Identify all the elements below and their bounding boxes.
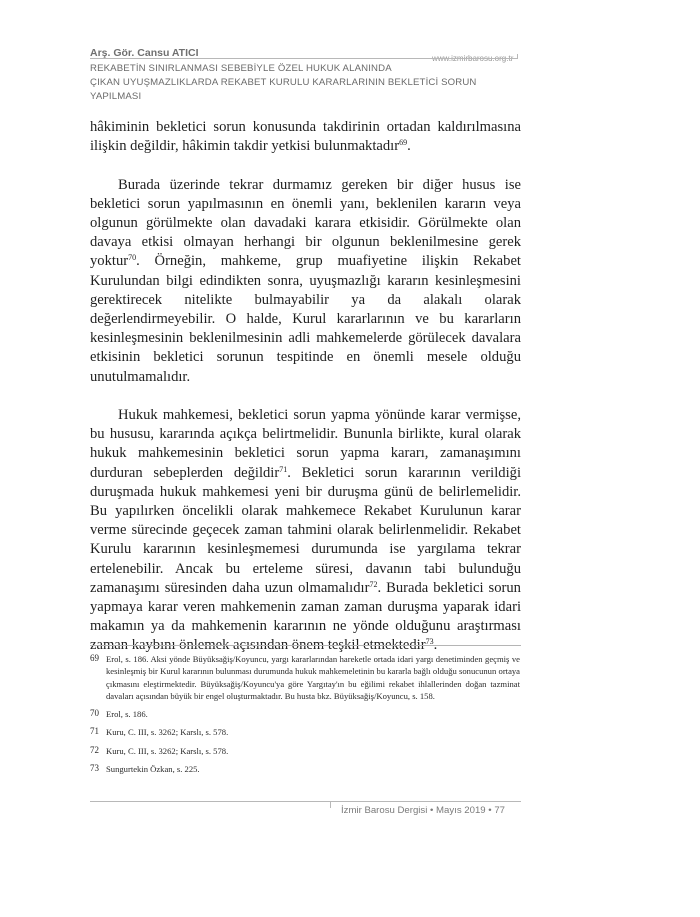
footnote-number: 70 xyxy=(90,708,99,719)
header-author: Arş. Gör. Cansu ATICI xyxy=(90,47,199,59)
footnote-number: 69 xyxy=(90,653,99,663)
header-url[interactable]: www.izmirbarosu.org.tr xyxy=(432,54,514,63)
running-title-line: YAPILMASI xyxy=(90,91,142,102)
footnote xyxy=(90,708,520,720)
paragraph-text: . Bekletici sorun kararının verildiği duruşmada hukuk mahkemesi yeni bir duruşma günü de belirlemelidir. Bu yapılırken öncelikli olarak mahkemece Rekabet Kurulunun karar verme sürecinde geçecek zaman tahmini olarak belirlenmelidir. Rekabet Kurulu kararının kesinleşmemesi durumunda ise yargılama tekrar ertelenebilir. Ancak bu erteleme süresi, davanın tabi bulunduğu zamanaşımı süresinden daha uzun olmamalıdır xyxy=(90,464,521,596)
running-title-line: ÇIKAN UYUŞMAZLIKLARDA REKABET KURULU KARARLARININ BEKLETİCİ SORUN xyxy=(90,77,477,88)
footnote-rule xyxy=(90,645,521,646)
paragraph xyxy=(90,406,521,656)
footnote-ref-69[interactable]: 69 xyxy=(399,138,408,148)
paragraph xyxy=(90,176,521,387)
running-title xyxy=(90,62,520,104)
footnote-text: Kuru, C. III, s. 3262; Karslı, s. 578. xyxy=(106,727,229,738)
footnote xyxy=(90,763,520,775)
paragraph-text: Burada üzerinde tekrar durmamız gereken bir diğer husus ise bekletici sorun yapılmasının en önemli yanı, beklenilen kararın veya olgunun görülmekte olan davadaki karara etkisidir. Görülmekte olan davaya etkisi olmayan herhangi bir olgunun beklenilmesine gerek yoktur xyxy=(90,176,521,270)
paragraph-text: . Örneğin, mahkeme, grup muafiyetine ilişkin Rekabet Kurulundan bilgi edindikten sonra, uyuşmazlığı kararın kesinleşmesini gerektirecek nitelikte bulmayabilir ya da alakalı olarak değerlendirmeyebilir. O halde, Kurul kararlarının ve bu kararların kesinleşmesinin beklenilmesinin adli mahkemelerde görülecek davalara etkisinin bekletici sorunun tespitinde en önemli mesele olduğu unutulmamalıdır. xyxy=(90,253,521,385)
page-footer: İzmir Barosu Dergisi • Mayıs 2019 • 77 xyxy=(341,805,506,816)
footnote-text: Erol, s. 186. Aksi yönde Büyüksağiş/Koyuncu, yargı kararlarından hareketle ortada idari yargı denetiminden geçmiş ve kesinleşmiş bir Kurul kararının bulunması durumunda hukuk mahkemeletinin bu kararla bağlı olduğu sonucunun ortaya çıkmasını eleştirmektedir. Büyüksağiş/Koyuncu'ya göre Yargıtay'ın bu eğilimi rekabet ihlallerinden doğan tazminat davaları açısından büyük bir engel oluşturmaktadır. Bu husta bkz. Büyüksağiş/Koyuncu, s. 158. xyxy=(106,654,520,701)
header-rule xyxy=(90,58,518,59)
footnote-number: 72 xyxy=(90,744,99,755)
footnote-text: Sungurtekin Özkan, s. 225. xyxy=(106,764,200,775)
paragraph-continued xyxy=(90,118,521,156)
footnote xyxy=(90,745,520,757)
paragraph-text: hâkiminin bekletici sorun konusunda takdirinin ortadan kaldırılmasına ilişkin değildir, hâkimin takdir yetkisi bulunmaktadır xyxy=(90,119,521,155)
footnote-ref-73[interactable]: 73 xyxy=(425,637,434,647)
footnote xyxy=(90,726,520,738)
footnote-number: 73 xyxy=(90,763,99,774)
main-text xyxy=(90,118,521,656)
paragraph-text: . Burada bekletici sorun yapmaya karar veren mahkemenin zaman zaman duruşma yaparak idari makamın ya da mahkemenin kararının ne yönde olduğunu araştırması zaman kaybını önlemek açısından önem teşkil etmektedir xyxy=(90,579,521,654)
paragraph-text: Hukuk mahkemesi, bekletici sorun yapma yönünde karar vermişse, bu hususu, kararında açıkça belirtmelidir. Bununla birlikte, kural olarak hukuk mahkemesinin bekletici sorun yapma kararı, zamanaşımını durduran sebeplerden değildir xyxy=(90,407,521,481)
footnote-ref-70[interactable]: 70 xyxy=(128,253,137,263)
running-title-line: REKABETİN SINIRLANMASI SEBEBİYLE ÖZEL HUKUK ALANINDA xyxy=(90,63,392,74)
footnote-ref-72[interactable]: 72 xyxy=(369,579,378,589)
footnotes xyxy=(90,653,520,781)
footer-rule xyxy=(90,801,521,802)
footnote-number: 71 xyxy=(90,726,99,737)
paragraph-text: . xyxy=(433,637,438,654)
footnote xyxy=(90,653,520,702)
footnote-text: Erol, s. 186. xyxy=(106,709,148,720)
footnote-text: Kuru, C. III, s. 3262; Karslı, s. 578. xyxy=(106,745,229,756)
paragraph-text: . xyxy=(407,138,411,155)
footnote-ref-71[interactable]: 71 xyxy=(279,464,288,474)
